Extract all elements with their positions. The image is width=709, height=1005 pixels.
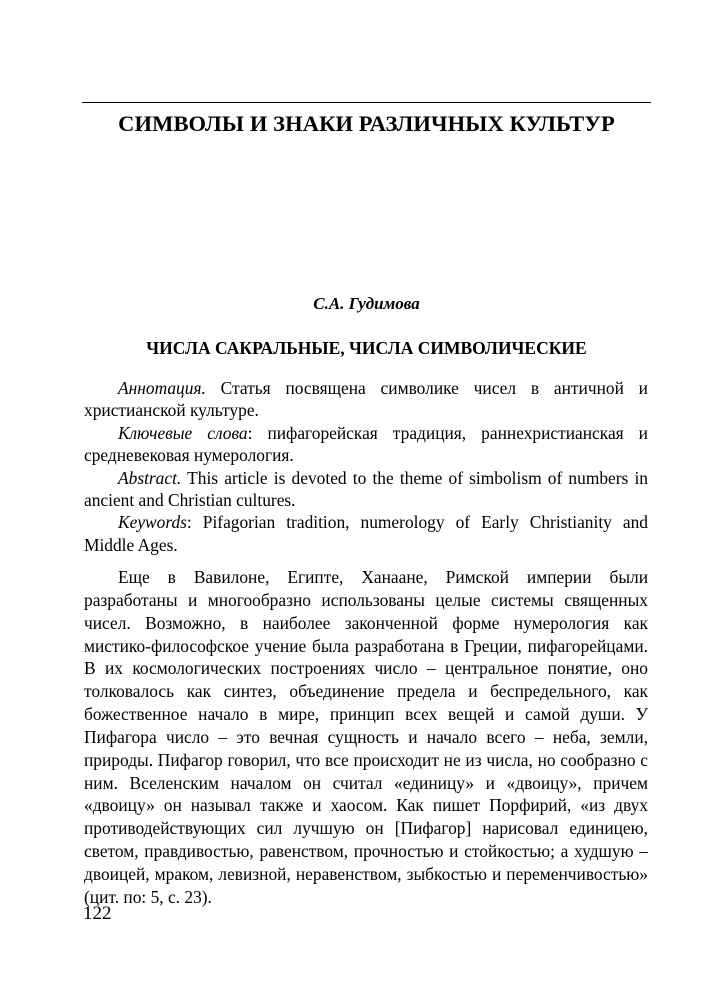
keywords-en-text: : Pifagorian tradition, numerology of Early Christianity and Middle Ages. [84, 512, 648, 555]
body-paragraph: Еще в Вавилоне, Египте, Ханаане, Римской империи были разработаны и многообразно использованы целые системы священных чисел. Возможно, в наиболее законченной форме нумерология как мистико-философское учение была разработана в Греции, пифагорейцами. В их космологических построениях число – центральное понятие, оно толковалось как синтез, объединение предела и беспредельного, как божественное начало в мире, принцип всех вещей и самой души. У Пифагора число – это вечная сущность и начало всего – неба, земли, природы. Пифагор говорил, что все происходит не из числа, но сообразно с ним. Вселенским началом он считал «единицу» и «двоицу», причем «двоицу» он называл также и хаосом. Как пишет Порфирий, «из двух противодействующих сил лучшую он [Пифагор] нарисовал единицею, светом, правдивостью, равенством, прочностью и стойкостью; а худшую – двоицей, мраком, левизной, неравенством, зыбкостью и переменчивостью» (цит. по: 5, с. 23). [84, 567, 648, 907]
article-body [84, 566, 648, 909]
header-rule [82, 102, 651, 103]
abstract-label: Abstract. [118, 467, 182, 488]
annotation-paragraph [84, 377, 648, 422]
section-title: СИМВОЛЫ И ЗНАКИ РАЗЛИЧНЫХ КУЛЬТУР [118, 111, 615, 136]
article-title: ЧИСЛА САКРАЛЬНЫЕ, ЧИСЛА СИМВОЛИЧЕСКИЕ [146, 338, 587, 358]
annotation-label: Аннотация. [118, 378, 206, 398]
keywords-ru-text: : пифагорейская традиция, раннехристианская и средневековая нумерология. [84, 422, 648, 466]
page-number: 122 [83, 903, 112, 924]
keywords-en-label: Keywords [118, 512, 187, 533]
abstract-paragraph [84, 467, 648, 512]
annotation-text: Статья посвящена символике чисел в античной и христианской культуре. [84, 378, 648, 421]
keywords-en-paragraph [84, 511, 648, 556]
keywords-ru-label: Ключевые слова [118, 422, 248, 443]
abstract-text: This article is devoted to the theme of simbolism of numbers in ancient and Christian cultures. [84, 467, 648, 511]
article-meta [84, 377, 648, 556]
author-name: С.А. Гудимова [313, 294, 420, 313]
keywords-ru-paragraph [84, 422, 648, 467]
